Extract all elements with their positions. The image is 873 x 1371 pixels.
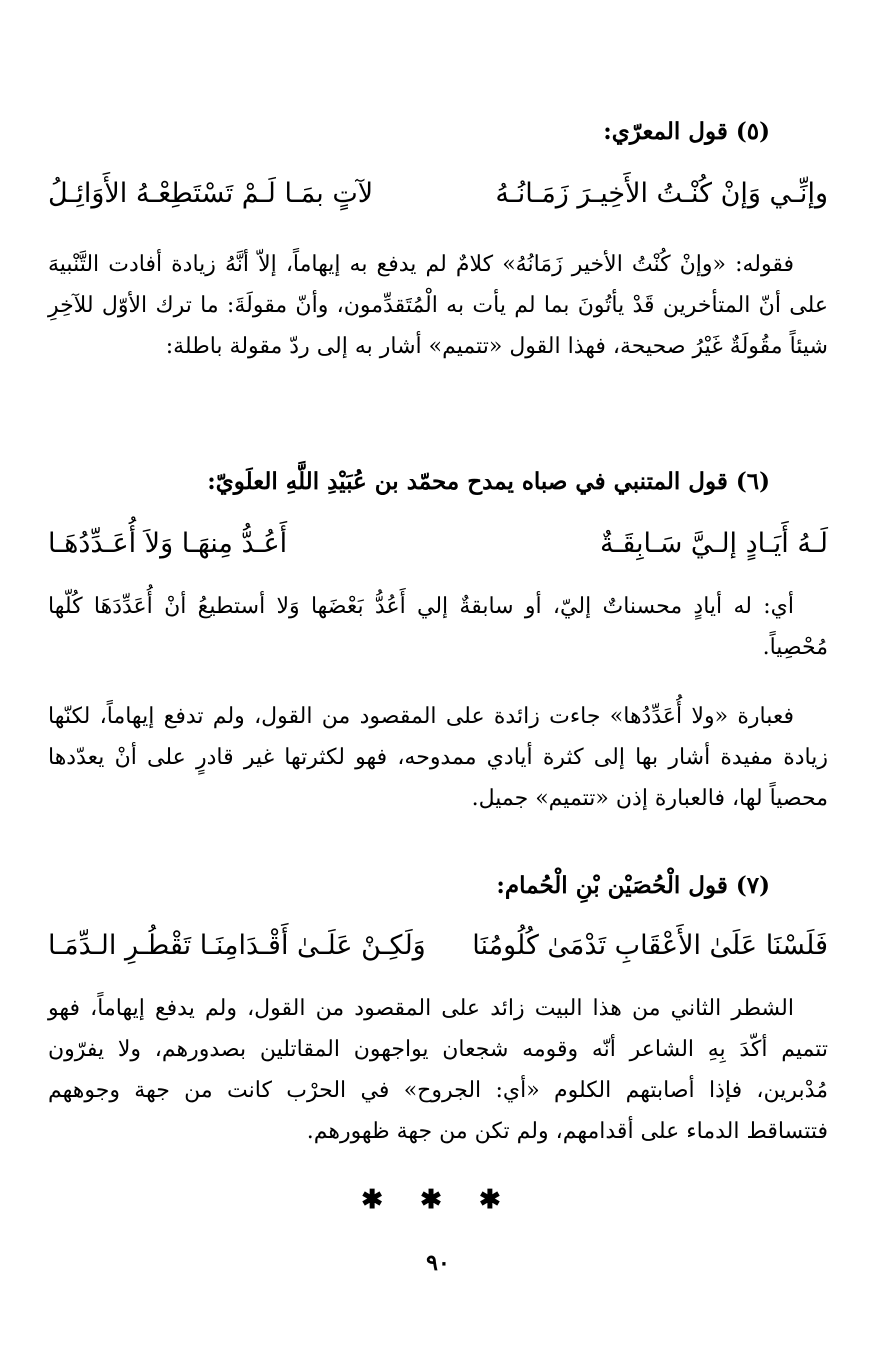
verse-line-6 xyxy=(48,520,828,568)
section-heading-5: (٥) قول المعرّي: xyxy=(603,118,770,145)
section-separator: ✱ ✱ ✱ xyxy=(361,1185,515,1215)
verse-line-5 xyxy=(48,170,828,218)
section-heading-7: (٧) قول الْحُصَيْن بْنِ الْحُمام: xyxy=(496,872,770,899)
commentary-paragraph-6b: فعبارة «ولا أُعَدِّدُها» جاءت زائدة على المقصود من القول، ولم تدفع إيهاماً، لكنّها زيادة مفيدة أشار بها إلى كثرة أيادي ممدوحه، فهو لكثرتها غير قادرٍ على أنْ يعدّدها محصياً لها، فالعبارة إذن «تتميم» جميل. xyxy=(48,704,828,811)
verse-first-hemistich: فَلَسْنَا عَلَىٰ الأَعْقَابِ تَدْمَىٰ كُلُومُنَا xyxy=(472,930,828,961)
commentary-paragraph-7: الشطر الثاني من هذا البيت زائد على المقصود من القول، ولم يدفع إيهاماً، فهو تتميم أكّدَ بِهِ الشاعر أنّه وقومه شجعان يواجهون المقاتلين بصدورهم، ولا يفرّون مُدْبرين، فإذا أصابتهم الكلوم «أي: الجروح» في الحرْب كانت من جهة وجوههم فتتساقط الدماء على أقدامهم، ولم تكن من جهة ظهورهم. xyxy=(48,996,828,1144)
commentary-paragraph-6a: أي: له أيادٍ محسناتٌ إليّ، أو سابقةٌ إلي أَعُدُّ بَعْضَها وَلا أستطيعُ أنْ أُعَدِّدَهَا كُلّها مُحْصِياً. xyxy=(48,594,828,660)
verse-second-hemistich: أَعُـدُّ مِنهَـا وَلاَ أُعَـدِّدُهَـا xyxy=(48,528,288,559)
verse-second-hemistich: وَلَكِـنْ عَلَـىٰ أَقْـدَامِنَـا تَقْطُـرِ الـدِّمَـا xyxy=(48,930,426,961)
verse-first-hemistich: لَـهُ أَيَـادٍ إلـيَّ سَـابِقَـةٌ xyxy=(600,528,828,559)
verse-second-hemistich: لآتٍ بمَـا لَـمْ تَسْتَطِعْـهُ الأَوَائِـلُ xyxy=(48,178,374,209)
commentary-paragraph-5: فقوله: «وإنْ كُنْتُ الأخير زَمَانُهُ» كلامٌ لم يدفع به إيهاماً، إلاّ أنَّهُ زيادة أفادت التَّنْبيهَ على أنّ المتأخرين قَدْ يأتُونَ بما لم يأت به الْمُتَقدِّمون، وأنّ مقولَةَ: ما ترك الأوّل للآخِرِ شيئاً مقُولَةٌ غَيْرُ صحيحة، فهذا القول «تتميم» أشار به إلى ردّ مقولة باطلة: xyxy=(48,252,828,359)
verse-line-7 xyxy=(48,922,828,970)
verse-first-hemistich: وإنِّـي وَإنْ كُنْـتُ الأَخِيـرَ زَمَـانُـهُ xyxy=(495,178,828,209)
section-heading-6: (٦) قول المتنبي في صباه يمدح محمّد بن عُبَيْدِ اللَّهِ العلَويّ: xyxy=(207,468,770,495)
page-number: ٩٠ xyxy=(426,1250,450,1276)
book-page xyxy=(48,100,828,1340)
